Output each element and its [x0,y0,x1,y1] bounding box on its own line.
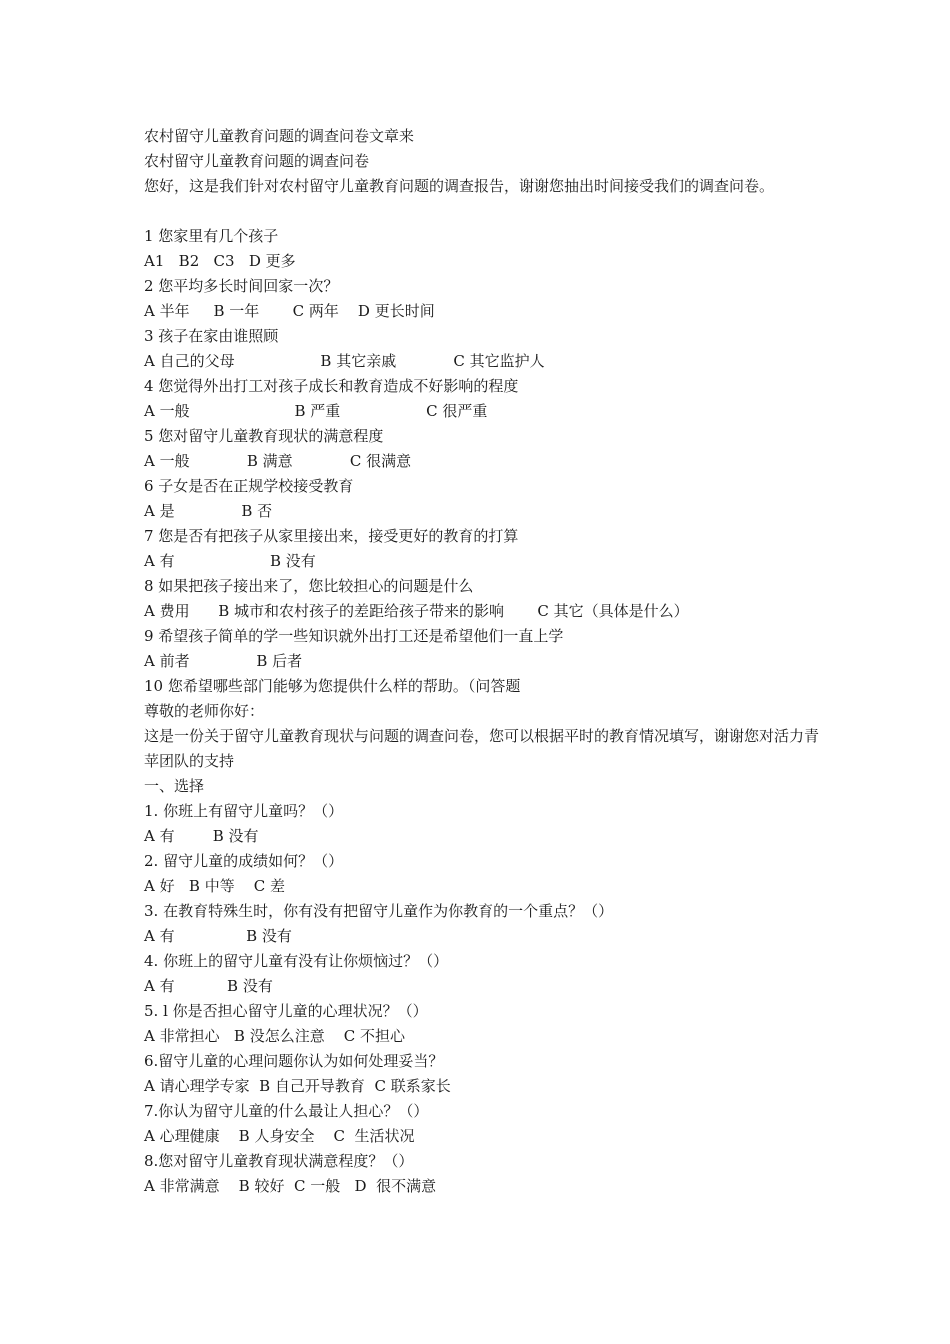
question-text: 4 您觉得外出打工对孩子成长和教育造成不好影响的程度 [144,377,519,395]
question-text: 10 您希望哪些部门能够为您提供什么样的帮助。（问答题 [144,677,521,695]
answer-options: A 自己的父母 B 其它亲戚 C 其它监护人 [144,352,545,370]
question-text: 7 您是否有把孩子从家里接出来，接受更好的教育的打算 [144,527,519,545]
document-page [144,124,824,1199]
question-text: 6.留守儿童的心理问题你认为如何处理妥当？ [144,1052,444,1070]
section-heading: 一、选择 [144,777,205,795]
answer-options: A 非常担心 B 没怎么注意 C 不担心 [144,1027,406,1045]
answer-options: A 好 B 中等 C 差 [144,877,286,895]
question-text: 1 您家里有几个孩子 [144,227,279,245]
question-text: 5. l 你是否担心留守儿童的心理状况？（） [144,1002,428,1020]
document-title: 农村留守儿童教育问题的调查问卷文章来 [144,127,415,145]
answer-options: A 有 B 没有 [144,977,273,995]
answer-options: A 半年 B 一年 C 两年 D 更长时间 [144,302,435,320]
answer-options: A1 B2 C3 D 更多 [144,252,296,270]
question-text: 5 您对留守儿童教育现状的满意程度 [144,427,384,445]
question-text: 7.你认为留守儿童的什么最让人担心？（） [144,1102,429,1120]
question-text: 2. 留守儿童的成绩如何？（） [144,852,344,870]
answer-options: A 是 B 否 [144,502,273,520]
question-text: 2 您平均多长时间回家一次？ [144,277,339,295]
answer-options: A 一般 B 满意 C 很满意 [144,452,412,470]
answer-options: A 非常满意 B 较好 C 一般 D 很不满意 [144,1177,437,1195]
answer-options: A 前者 B 后者 [144,652,303,670]
question-text: 8 如果把孩子接出来了，您比较担心的问题是什么 [144,577,474,595]
teacher-greeting: 尊敬的老师你好： [144,702,265,720]
answer-options: A 心理健康 B 人身安全 C 生活状况 [144,1127,415,1145]
answer-options: A 请心理学专家 B 自己开导教育 C 联系家长 [144,1077,451,1095]
question-text: 6 子女是否在正规学校接受教育 [144,477,354,495]
question-text: 8.您对留守儿童教育现状满意程度？（） [144,1152,414,1170]
question-text: 9 希望孩子简单的学一些知识就外出打工还是希望他们一直上学 [144,627,564,645]
survey-intro: 您好，这是我们针对农村留守儿童教育问题的调查报告，谢谢您抽出时间接受我们的调查问卷。 [144,177,775,195]
teacher-intro: 这是一份关于留守儿童教育现状与问题的调查问卷，您可以根据平时的教育情况填写，谢谢您对活力青苹团队的支持 [144,727,820,770]
answer-options: A 有 B 没有 [144,827,259,845]
answer-options: A 有 B 没有 [144,927,292,945]
answer-options: A 一般 B 严重 C 很严重 [144,402,488,420]
question-text: 3 孩子在家由谁照顾 [144,327,279,345]
answer-options: A 费用 B 城市和农村孩子的差距给孩子带来的影响 C 其它（具体是什么） [144,602,689,620]
question-text: 1. 你班上有留守儿童吗？（） [144,802,344,820]
question-text: 3. 在教育特殊生时，你有没有把留守儿童作为你教育的一个重点？（） [144,902,614,920]
question-text: 4. 你班上的留守儿童有没有让你烦恼过？（） [144,952,449,970]
answer-options: A 有 B 没有 [144,552,316,570]
survey-title: 农村留守儿童教育问题的调查问卷 [144,152,370,170]
